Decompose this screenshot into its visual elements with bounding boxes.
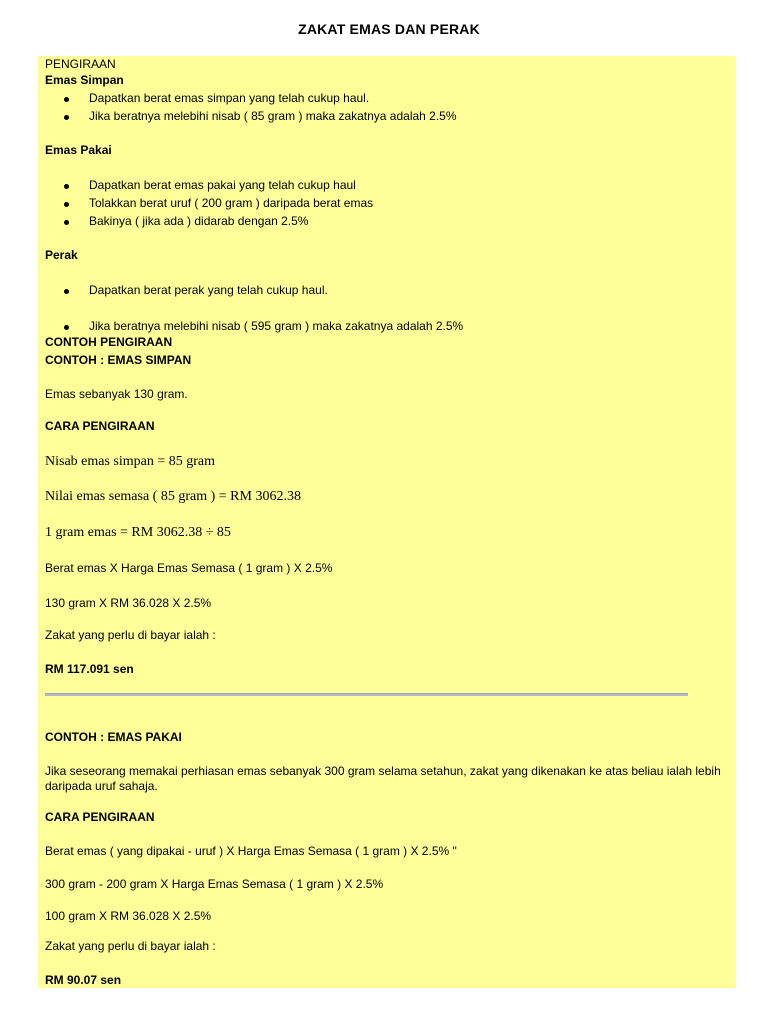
calc-line: Zakat yang perlu di bayar ialah : — [45, 939, 216, 953]
bullet-icon — [64, 220, 69, 225]
calc-line: Berat emas X Harga Emas Semasa ( 1 gram ) X 2.5% — [45, 561, 333, 575]
bullet-icon — [64, 115, 69, 120]
bullet-icon — [64, 184, 69, 189]
cara-pengiraan-heading: CARA PENGIRAAN — [45, 419, 155, 433]
calc-line: Zakat yang perlu di bayar ialah : — [45, 628, 216, 642]
contoh-emas-simpan-heading: CONTOH : EMAS SIMPAN — [45, 353, 192, 367]
emas-simpan-heading: Emas Simpan — [45, 73, 124, 87]
bullet-icon — [64, 325, 69, 330]
emas-simpan-bullet: Dapatkan berat emas simpan yang telah cukup haul. — [89, 91, 370, 105]
contoh-pengiraan-heading: CONTOH PENGIRAAN — [45, 335, 173, 349]
cara-pengiraan-heading: CARA PENGIRAAN — [45, 810, 155, 824]
emas-pakai-heading: Emas Pakai — [45, 143, 112, 157]
contoh-emas-pakai-heading: CONTOH : EMAS PAKAI — [45, 730, 182, 744]
section-divider — [45, 693, 688, 696]
emas-simpan-result: RM 117.091 sen — [45, 662, 134, 676]
calc-line: Nisab emas simpan = 85 gram — [45, 454, 216, 469]
emas-pakai-intro: Jika seseorang memakai perhiasan emas sebanyak 300 gram selama setahun, zakat yang dikenakan ke atas beliau ialah lebih daripada uruf sahaja. — [45, 764, 721, 793]
emas-simpan-bullet: Jika beratnya melebihi nisab ( 85 gram ) maka zakatnya adalah 2.5% — [89, 109, 457, 123]
calc-line: 1 gram emas = RM 3062.38 ÷ 85 — [45, 525, 231, 540]
emas-simpan-intro: Emas sebanyak 130 gram. — [45, 387, 188, 401]
pengiraan-heading: PENGIRAAN — [45, 57, 116, 71]
bullet-icon — [64, 289, 69, 294]
calc-line: Berat emas ( yang dipakai - uruf ) X Harga Emas Semasa ( 1 gram ) X 2.5% " — [45, 844, 457, 858]
bullet-icon — [64, 202, 69, 207]
emas-pakai-result: RM 90.07 sen — [45, 973, 122, 987]
perak-bullet: Dapatkan berat perak yang telah cukup haul. — [89, 283, 328, 297]
calc-line: 130 gram X RM 36.028 X 2.5% — [45, 596, 212, 610]
perak-bullet: Jika beratnya melebihi nisab ( 595 gram ) maka zakatnya adalah 2.5% — [89, 319, 464, 333]
calc-line: 300 gram - 200 gram X Harga Emas Semasa ( 1 gram ) X 2.5% — [45, 877, 384, 891]
emas-pakai-bullet: Dapatkan berat emas pakai yang telah cukup haul — [89, 178, 356, 192]
calc-line: Nilai emas semasa ( 85 gram ) = RM 3062.38 — [45, 489, 301, 504]
document-title: ZAKAT EMAS DAN PERAK — [298, 21, 480, 37]
calc-line: 100 gram X RM 36.028 X 2.5% — [45, 909, 212, 923]
emas-pakai-bullet: Bakinya ( jika ada ) didarab dengan 2.5% — [89, 214, 309, 228]
emas-pakai-bullet: Tolakkan berat uruf ( 200 gram ) daripada berat emas — [89, 196, 374, 210]
bullet-icon — [64, 97, 69, 102]
perak-heading: Perak — [45, 248, 78, 262]
